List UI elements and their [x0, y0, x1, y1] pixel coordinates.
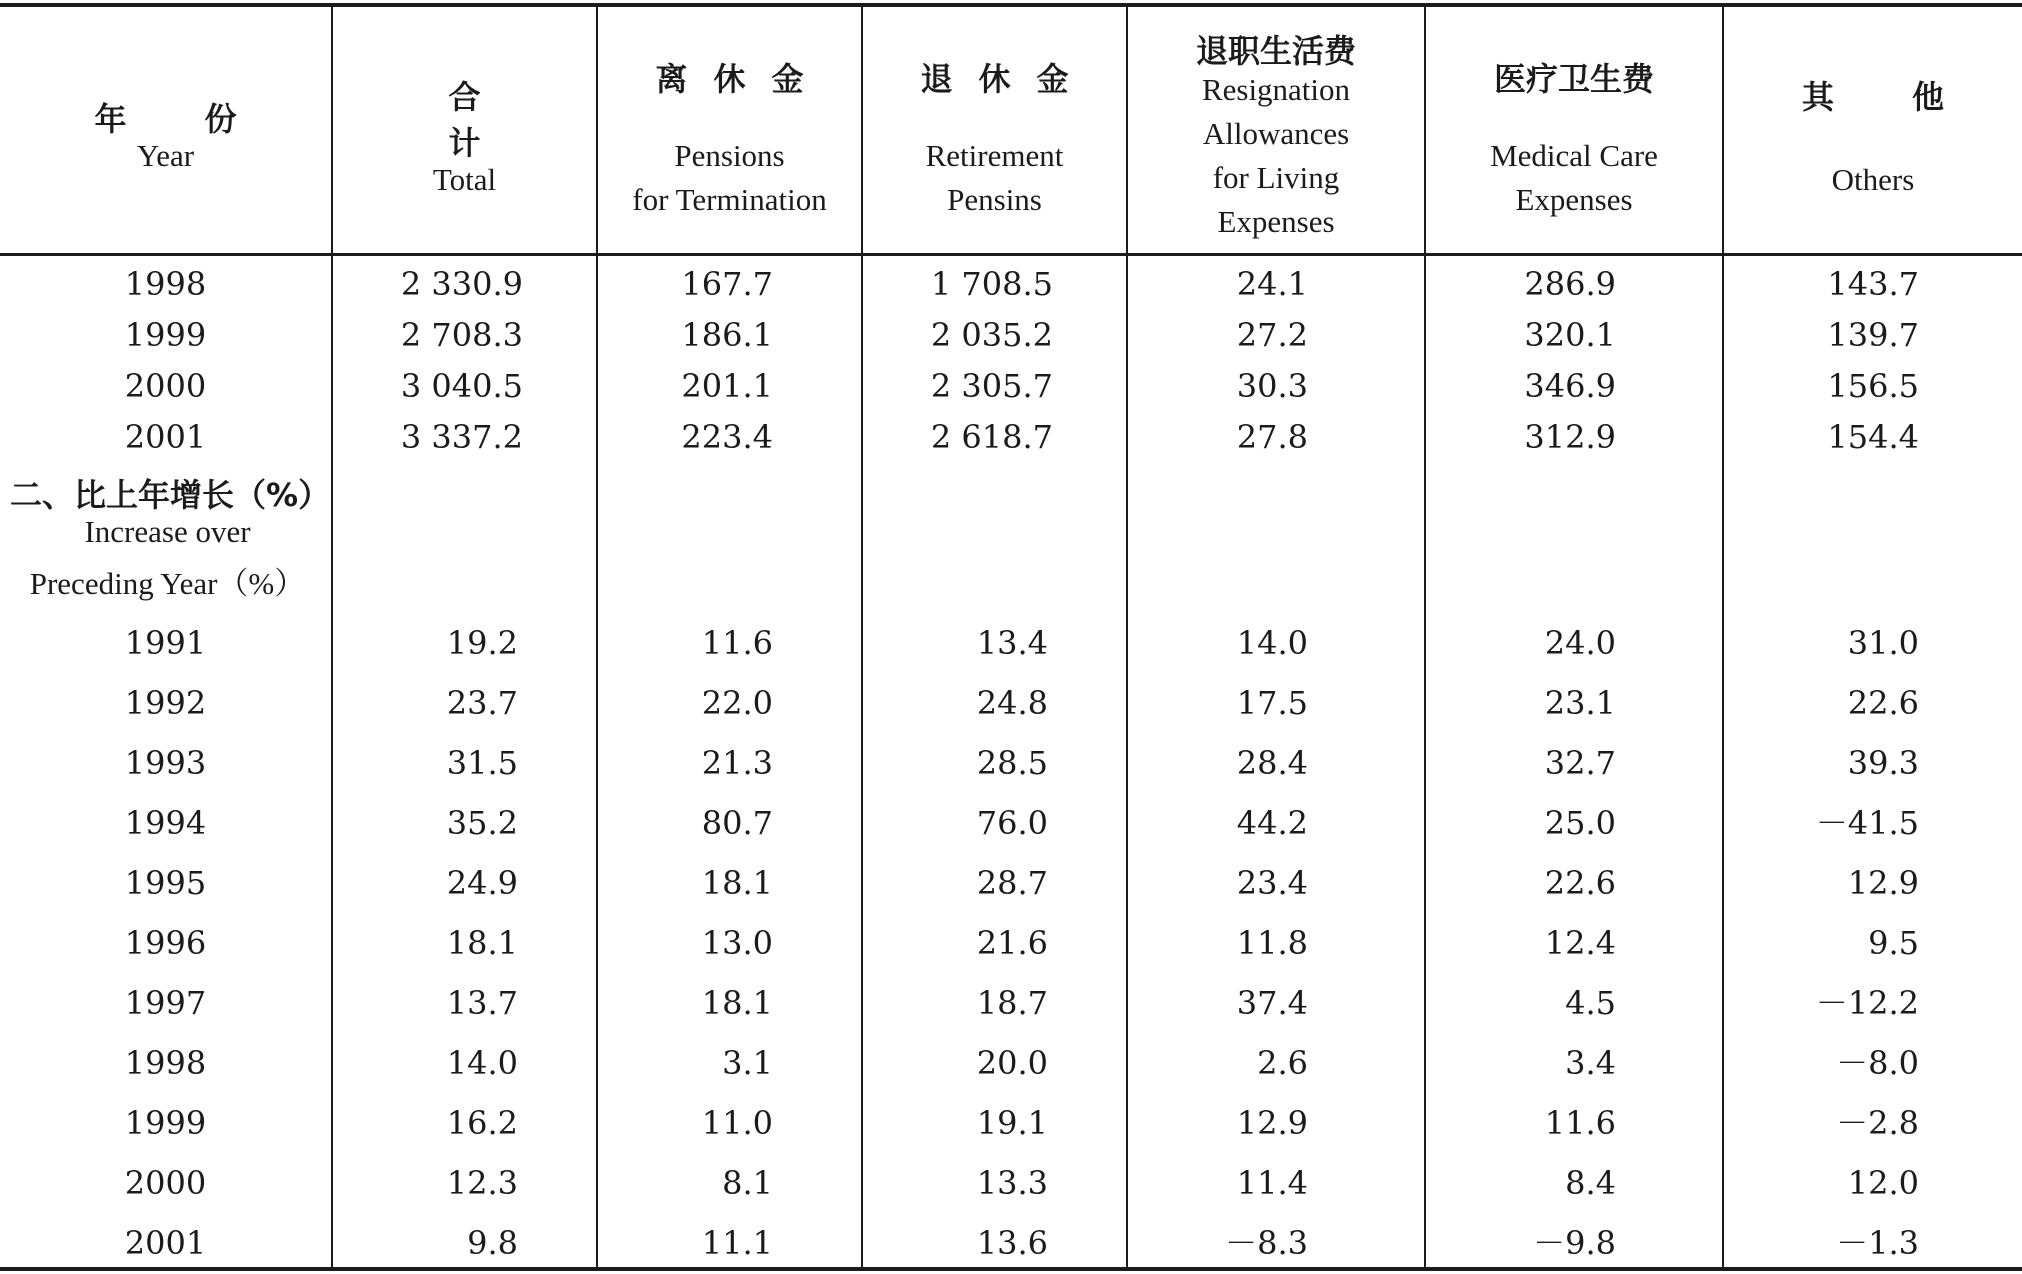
- header-total-en: Total: [432, 162, 497, 197]
- cell-others: －1.3: [1836, 1224, 1919, 1262]
- cell-year: 2000: [124, 367, 207, 405]
- cell-medical: 23.1: [1544, 684, 1616, 722]
- cell-medical: 346.9: [1524, 367, 1616, 405]
- header-resignation: [1128, 8, 1424, 252]
- header-medical-en1: Medical Care: [1490, 138, 1658, 173]
- cell-resignation: 27.2: [1236, 316, 1308, 354]
- cell-pensions: 11.0: [701, 1104, 773, 1142]
- cell-medical: 11.6: [1544, 1104, 1616, 1142]
- cell-year: 1992: [124, 684, 207, 722]
- cell-total: 19.2: [446, 624, 518, 662]
- header-retirement: [863, 8, 1126, 252]
- cell-resignation: 23.4: [1236, 864, 1308, 902]
- header-year: [0, 8, 331, 252]
- cell-retirement: 2 035.2: [930, 316, 1053, 354]
- header-pensions-en2: for Termination: [632, 182, 827, 217]
- cell-total: 35.2: [446, 804, 518, 842]
- cell-medical: 312.9: [1524, 418, 1616, 456]
- header-pensions-zh: 离休金: [655, 60, 830, 98]
- cell-total: 2 330.9: [400, 265, 523, 303]
- cell-year: 1998: [124, 265, 207, 303]
- header-medical-en2: Expenses: [1515, 182, 1633, 217]
- cell-year: 2001: [124, 1224, 207, 1262]
- cell-others: 9.5: [1868, 924, 1919, 962]
- cell-retirement: 20.0: [976, 1044, 1048, 1082]
- cell-total: 14.0: [446, 1044, 518, 1082]
- cell-year: 1994: [124, 804, 207, 842]
- cell-medical: －9.8: [1533, 1224, 1616, 1262]
- header-pensions-termination: [598, 8, 861, 252]
- cell-medical: 12.4: [1544, 924, 1616, 962]
- header-year-en: Year: [136, 138, 195, 173]
- cell-year: 1998: [124, 1044, 207, 1082]
- cell-retirement: 13.6: [976, 1224, 1048, 1262]
- cell-year: 1993: [124, 744, 207, 782]
- header-total: [333, 8, 596, 252]
- cell-resignation: 14.0: [1236, 624, 1308, 662]
- cell-total: 16.2: [446, 1104, 518, 1142]
- cell-medical: 22.6: [1544, 864, 1616, 902]
- cell-others: －41.5: [1815, 804, 1919, 842]
- cell-year: 2000: [124, 1164, 207, 1202]
- cell-retirement: 13.4: [976, 624, 1048, 662]
- cell-retirement: 2 305.7: [930, 367, 1053, 405]
- cell-resignation: 28.4: [1236, 744, 1308, 782]
- header-resignation-zh: 退职生活费: [1195, 32, 1356, 70]
- section-growth-en1: Increase over: [84, 514, 251, 549]
- cell-pensions: 186.1: [681, 316, 773, 354]
- header-resignation-en1: Resignation: [1201, 72, 1351, 107]
- cell-others: 39.3: [1847, 744, 1919, 782]
- section-growth-label: [0, 470, 335, 600]
- table-row: [0, 617, 2022, 669]
- cell-total: 3 040.5: [400, 367, 523, 405]
- cell-retirement: 28.7: [976, 864, 1048, 902]
- cell-pensions: 11.1: [701, 1224, 773, 1262]
- cell-others: 139.7: [1827, 316, 1919, 354]
- cell-year: 1991: [124, 624, 207, 662]
- cell-pensions: 3.1: [722, 1044, 773, 1082]
- cell-total: 31.5: [446, 744, 518, 782]
- cell-pensions: 18.1: [701, 984, 773, 1022]
- cell-retirement: 28.5: [976, 744, 1048, 782]
- cell-pensions: 18.1: [701, 864, 773, 902]
- cell-retirement: 18.7: [976, 984, 1048, 1022]
- cell-year: 1999: [124, 316, 207, 354]
- table-row: [0, 1217, 2022, 1269]
- header-others: [1724, 8, 2022, 252]
- header-others-en: Others: [1831, 162, 1915, 197]
- header-retirement-en1: Retirement: [925, 138, 1064, 173]
- cell-retirement: 2 618.7: [930, 418, 1053, 456]
- cell-others: 143.7: [1827, 265, 1919, 303]
- cell-pensions: 223.4: [681, 418, 773, 456]
- table-row: [0, 857, 2022, 909]
- cell-others: 12.9: [1847, 864, 1919, 902]
- header-medical-zh: 医疗卫生费: [1493, 60, 1654, 98]
- header-others-zh: 其他: [1802, 78, 2022, 116]
- cell-total: 18.1: [446, 924, 518, 962]
- cell-medical: 32.7: [1544, 744, 1616, 782]
- cell-pensions: 8.1: [722, 1164, 773, 1202]
- cell-others: －12.2: [1815, 984, 1919, 1022]
- cell-retirement: 1 708.5: [930, 265, 1053, 303]
- cell-total: 13.7: [446, 984, 518, 1022]
- cell-resignation: 11.4: [1236, 1164, 1308, 1202]
- cell-pensions: 11.6: [701, 624, 773, 662]
- cell-resignation: 2.6: [1257, 1044, 1308, 1082]
- cell-resignation: 27.8: [1236, 418, 1308, 456]
- cell-others: 156.5: [1827, 367, 1919, 405]
- table-row: [0, 737, 2022, 789]
- cell-pensions: 80.7: [701, 804, 773, 842]
- cell-total: 12.3: [446, 1164, 518, 1202]
- cell-others: －2.8: [1836, 1104, 1919, 1142]
- cell-resignation: 11.8: [1236, 924, 1308, 962]
- header-resignation-en3: for Living: [1212, 160, 1340, 195]
- header-resignation-en2: Allowances: [1202, 116, 1350, 151]
- header-retirement-zh: 退休金: [920, 60, 1095, 98]
- cell-medical: 25.0: [1544, 804, 1616, 842]
- cell-total: 2 708.3: [400, 316, 523, 354]
- cell-medical: 24.0: [1544, 624, 1616, 662]
- header-bottom-rule: [0, 253, 2022, 256]
- cell-total: 3 337.2: [400, 418, 523, 456]
- cell-year: 2001: [124, 418, 207, 456]
- cell-others: 31.0: [1847, 624, 1919, 662]
- table-row: [0, 977, 2022, 1029]
- cell-medical: 8.4: [1565, 1164, 1616, 1202]
- cell-others: 154.4: [1827, 418, 1919, 456]
- cell-medical: 286.9: [1524, 265, 1616, 303]
- table-top-rule: [0, 3, 2022, 7]
- table-row: [0, 309, 2022, 361]
- cell-pensions: 167.7: [681, 265, 773, 303]
- cell-retirement: 19.1: [976, 1104, 1048, 1142]
- header-pensions-en1: Pensions: [674, 138, 785, 173]
- cell-year: 1996: [124, 924, 207, 962]
- section-growth-en2: Preceding Year（%）: [29, 566, 306, 601]
- table-row: [0, 677, 2022, 729]
- cell-retirement: 13.3: [976, 1164, 1048, 1202]
- table-row: [0, 1037, 2022, 1089]
- header-year-zh: 年份: [94, 100, 315, 138]
- cell-retirement: 21.6: [976, 924, 1048, 962]
- cell-total: 23.7: [446, 684, 518, 722]
- cell-resignation: 17.5: [1236, 684, 1308, 722]
- header-medical: [1426, 8, 1722, 252]
- cell-total: 24.9: [446, 864, 518, 902]
- table-row: [0, 360, 2022, 412]
- cell-others: 22.6: [1847, 684, 1919, 722]
- cell-pensions: 22.0: [701, 684, 773, 722]
- section-growth-zh: 二、比上年增长（%）: [10, 476, 331, 514]
- cell-total: 9.8: [467, 1224, 518, 1262]
- table-row: [0, 797, 2022, 849]
- cell-resignation: 24.1: [1236, 265, 1308, 303]
- table-row: [0, 1157, 2022, 1209]
- cell-pensions: 13.0: [701, 924, 773, 962]
- table-row: [0, 1097, 2022, 1149]
- header-retirement-en2: Pensins: [947, 182, 1042, 217]
- header-total-zh: 合计: [448, 78, 559, 162]
- cell-pensions: 21.3: [701, 744, 773, 782]
- cell-pensions: 201.1: [681, 367, 773, 405]
- cell-others: －8.0: [1836, 1044, 1919, 1082]
- cell-others: 12.0: [1847, 1164, 1919, 1202]
- cell-resignation: 44.2: [1236, 804, 1308, 842]
- cell-year: 1999: [124, 1104, 207, 1142]
- cell-resignation: 30.3: [1236, 367, 1308, 405]
- cell-year: 1997: [124, 984, 207, 1022]
- table-row: [0, 917, 2022, 969]
- cell-resignation: －8.3: [1225, 1224, 1308, 1262]
- cell-medical: 320.1: [1524, 316, 1616, 354]
- cell-medical: 3.4: [1565, 1044, 1616, 1082]
- cell-resignation: 37.4: [1236, 984, 1308, 1022]
- table-row: [0, 258, 2022, 310]
- cell-year: 1995: [124, 864, 207, 902]
- cell-resignation: 12.9: [1236, 1104, 1308, 1142]
- cell-retirement: 76.0: [976, 804, 1048, 842]
- table-row: [0, 411, 2022, 463]
- cell-medical: 4.5: [1565, 984, 1616, 1022]
- header-resignation-en4: Expenses: [1217, 204, 1335, 239]
- cell-retirement: 24.8: [976, 684, 1048, 722]
